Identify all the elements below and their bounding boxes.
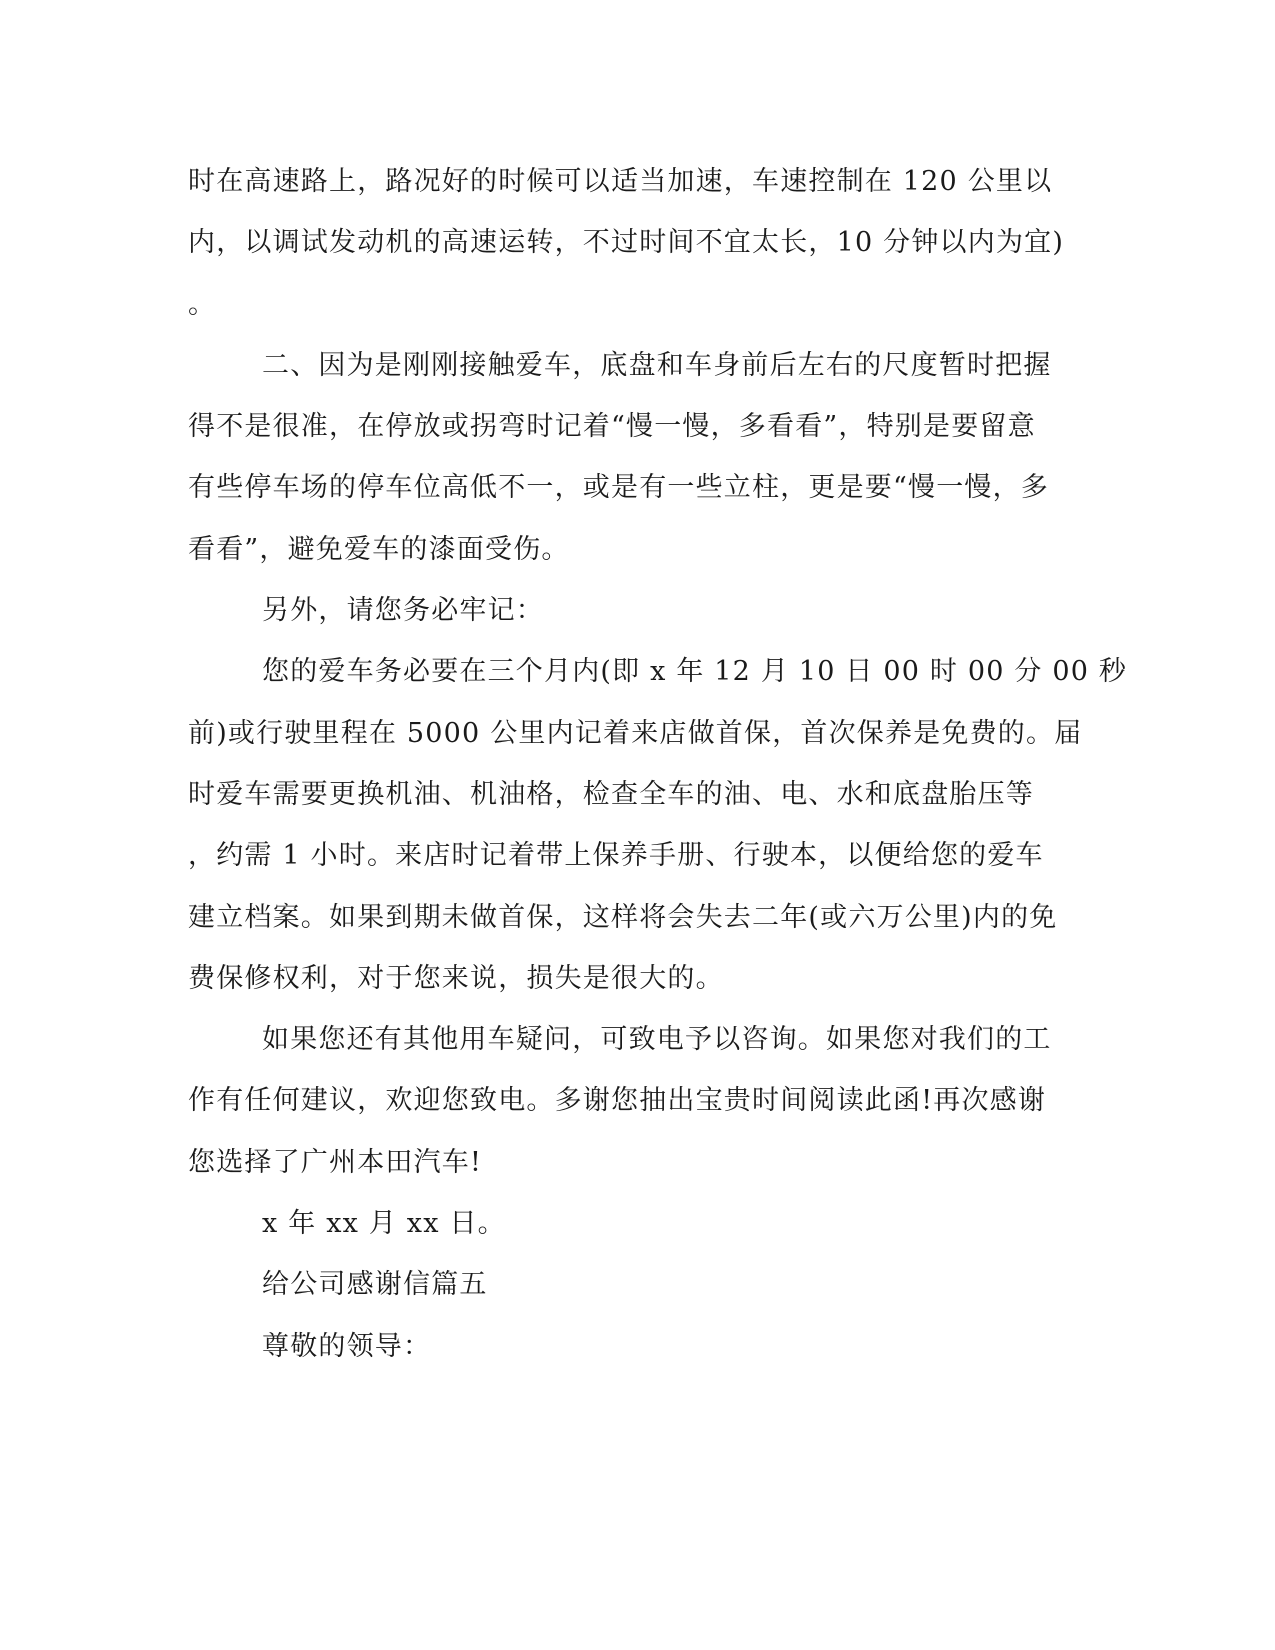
text-line: 时爱车需要更换机油、机油格，检查全车的油、电、水和底盘胎压等	[188, 778, 1034, 810]
text-line: 如果您还有其他用车疑问，可致电予以咨询。如果您对我们的工	[262, 1024, 1052, 1056]
text-line: 二、因为是刚刚接触爱车，底盘和车身前后左右的尺度暂时把握	[262, 349, 1052, 381]
section-heading	[188, 1254, 1078, 1315]
paragraph-point-two	[188, 335, 1078, 580]
text-line: 另外，请您务必牢记：	[262, 595, 544, 627]
text-line: 作有任何建议，欢迎您致电。多谢您抽出宝贵时间阅读此函!再次感谢	[188, 1085, 1047, 1117]
paragraph-first-maintenance	[188, 641, 1128, 1009]
text-line: 得不是很准，在停放或拐弯时记着“慢一慢，多看看”，特别是要留意	[188, 411, 1036, 443]
text-line: 有些停车场的停车位高低不一，或是有一些立柱，更是要“慢一慢，多	[188, 472, 1050, 504]
paragraph-reminder-intro	[188, 580, 1078, 641]
text-line: 前)或行驶里程在 5000 公里内记着来店做首保，首次保养是免费的。届	[188, 717, 1083, 749]
document-body	[188, 151, 1128, 1377]
text-line: 看看”，避免爱车的漆面受伤。	[188, 533, 570, 565]
salutation	[188, 1316, 1078, 1377]
paragraph-closing	[188, 1009, 1078, 1193]
text-line: 内，以调试发动机的高速运转，不过时间不宜太长，10 分钟以内为宜)	[188, 227, 1065, 259]
text-line: 建立档案。如果到期未做首保，这样将会失去二年(或六万公里)内的免	[188, 901, 1058, 933]
text-line: 。	[188, 288, 217, 320]
text-line: x 年 xx 月 xx 日。	[262, 1208, 506, 1240]
text-line: 给公司感谢信篇五	[262, 1269, 488, 1301]
paragraph-speed-continued	[188, 151, 1078, 335]
text-line: 尊敬的领导：	[262, 1330, 432, 1362]
text-line: 您选择了广州本田汽车!	[188, 1146, 483, 1178]
text-line: 您的爱车务必要在三个月内(即 x 年 12 月 10 日 00 时 00 分 00 秒	[262, 656, 1128, 688]
text-line: 时在高速路上，路况好的时候可以适当加速，车速控制在 120 公里以	[188, 166, 1053, 197]
date-line	[188, 1193, 1078, 1254]
text-line: ，约需 1 小时。来店时记着带上保养手册、行驶本，以便给您的爱车	[188, 840, 1044, 872]
text-line: 费保修权利，对于您来说，损失是很大的。	[188, 962, 724, 994]
